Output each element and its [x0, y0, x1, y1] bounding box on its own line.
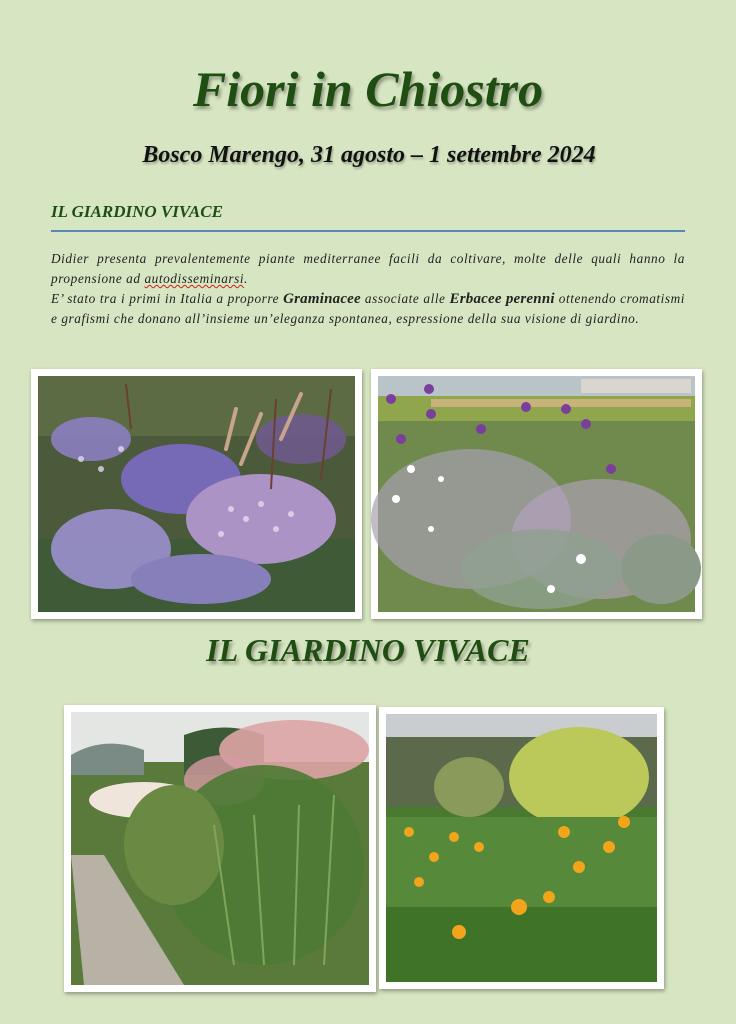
photo-purple-flowers	[31, 369, 362, 619]
paragraph-1: Didier presenta prevalentemente piante mediterranee facili da coltivare, molte delle quali hanno la propensione ad autodisseminarsi.	[51, 251, 685, 286]
section-heading: IL GIARDINO VIVACE	[51, 202, 223, 221]
description-text	[51, 249, 685, 329]
heading-rule	[51, 230, 685, 232]
garden-photo-2	[371, 369, 702, 619]
photo-verbena-field	[371, 369, 702, 619]
misspelled-word: autodisseminarsi	[144, 271, 245, 286]
garden-photo-3	[64, 705, 376, 992]
garden-photo-1	[31, 369, 362, 619]
photo-yellow-poppies	[379, 707, 664, 989]
emphasis-graminacee: Graminacee	[283, 291, 361, 307]
garden-photo-4	[379, 707, 664, 989]
event-subtitle: Bosco Marengo, 31 agosto – 1 settembre 2024	[142, 142, 596, 168]
section-banner: IL GIARDINO VIVACE	[206, 632, 530, 668]
emphasis-erbacee: Erbacee perenni	[449, 291, 555, 307]
page-title: Fiori in Chiostro	[192, 61, 544, 117]
photo-grasses-path	[64, 705, 376, 992]
paragraph-2: E’ stato tra i primi in Italia a proporre Graminacee associate alle Erbacee perenni ottenendo cromatismi e grafismi che donano all’insieme un’eleganza spontanea, espressione della sua visione di giardino.	[51, 291, 686, 326]
